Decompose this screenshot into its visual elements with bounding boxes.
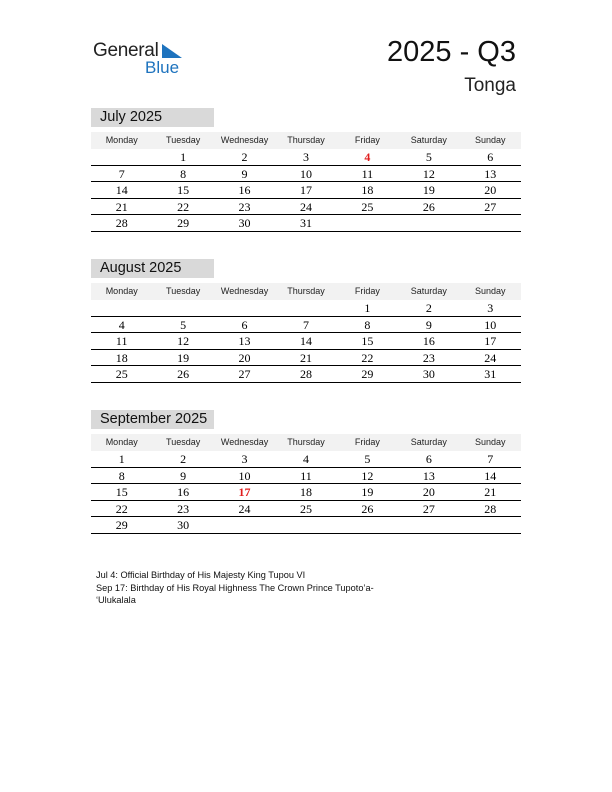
week-row <box>91 366 521 383</box>
month-august <box>91 259 521 383</box>
day-cell <box>398 517 459 533</box>
weekday-label: Monday <box>105 135 138 145</box>
week-row <box>91 333 521 350</box>
weekday-label: Wednesday <box>220 286 269 296</box>
week-row <box>91 451 521 468</box>
week-row <box>91 484 521 501</box>
weekday-label: Friday <box>354 437 380 447</box>
weekday-label: Sunday <box>474 286 506 296</box>
day-cell <box>460 517 521 533</box>
weekday-header-row <box>91 132 521 149</box>
day-cell <box>337 517 398 533</box>
month-grid <box>91 300 521 383</box>
day-cell: 23 <box>177 501 190 516</box>
day-cell: 28 <box>299 367 312 381</box>
weekday-label: Friday <box>354 135 380 145</box>
day-cell <box>398 215 459 231</box>
day-cell <box>460 215 521 231</box>
day-cell: 14 <box>484 468 497 483</box>
country-name: Tonga <box>464 75 516 96</box>
day-cell: 17 <box>238 485 251 499</box>
week-row <box>91 149 521 166</box>
day-cell: 2 <box>180 452 187 466</box>
weekday-label: Thursday <box>287 135 325 145</box>
day-cell: 26 <box>177 367 190 381</box>
day-cell: 31 <box>484 367 497 381</box>
day-cell: 30 <box>177 518 190 532</box>
day-cell: 14 <box>299 334 312 348</box>
weekday-label: Tuesday <box>166 437 201 447</box>
day-cell: 25 <box>115 367 128 381</box>
day-cell: 22 <box>115 501 128 516</box>
day-cell: 17 <box>299 183 312 197</box>
day-cell <box>214 517 275 533</box>
logo-triangle-icon <box>162 44 182 58</box>
day-cell: 24 <box>299 199 312 214</box>
day-cell: 21 <box>115 199 128 214</box>
week-row <box>91 517 521 534</box>
day-cell: 2 <box>425 301 432 315</box>
logo-word-general: General <box>93 40 159 61</box>
day-cell <box>214 300 275 316</box>
day-cell: 11 <box>300 468 312 483</box>
weekday-label: Tuesday <box>166 286 201 296</box>
day-cell: 9 <box>241 166 248 181</box>
day-cell: 15 <box>361 334 374 348</box>
day-cell: 31 <box>299 216 312 230</box>
day-cell: 16 <box>177 485 190 499</box>
weekday-label: Thursday <box>287 437 325 447</box>
day-cell: 13 <box>422 468 435 483</box>
generalblue-logo <box>93 40 193 80</box>
day-cell: 10 <box>238 468 251 483</box>
day-cell: 21 <box>484 485 497 499</box>
day-cell: 5 <box>364 452 371 466</box>
day-cell: 9 <box>425 317 432 332</box>
week-row <box>91 166 521 183</box>
day-cell <box>91 149 152 165</box>
day-cell: 29 <box>361 367 374 381</box>
weekday-label: Monday <box>105 437 138 447</box>
day-cell: 29 <box>115 518 128 532</box>
holiday-note: Sep 17: Birthday of His Royal Highness The Crown Prince Tupoto’a- ‘Ulukalala <box>96 582 374 605</box>
day-cell: 4 <box>302 452 309 466</box>
weekday-label: Tuesday <box>166 135 201 145</box>
month-title: July 2025 <box>91 108 214 127</box>
day-cell: 5 <box>425 150 432 164</box>
day-cell: 20 <box>422 485 435 499</box>
day-cell: 25 <box>361 199 374 214</box>
day-cell: 24 <box>238 501 251 516</box>
day-cell: 12 <box>361 468 374 483</box>
day-cell: 22 <box>177 199 190 214</box>
day-cell: 4 <box>364 150 371 164</box>
week-row <box>91 199 521 216</box>
page-title: 2025 - Q3 <box>387 36 516 68</box>
day-cell: 19 <box>422 183 435 197</box>
day-cell: 3 <box>241 452 248 466</box>
day-cell: 24 <box>484 350 497 365</box>
day-cell: 21 <box>299 350 312 365</box>
day-cell <box>152 300 213 316</box>
day-cell: 15 <box>115 485 128 499</box>
day-cell: 30 <box>238 216 251 230</box>
day-cell: 16 <box>238 183 251 197</box>
week-row <box>91 468 521 485</box>
month-grid <box>91 149 521 232</box>
day-cell: 7 <box>118 166 125 181</box>
day-cell: 20 <box>238 350 251 365</box>
day-cell: 13 <box>238 334 251 348</box>
day-cell: 14 <box>115 183 128 197</box>
day-cell: 18 <box>115 350 128 365</box>
day-cell: 10 <box>299 166 312 181</box>
month-title: September 2025 <box>91 410 214 429</box>
day-cell: 11 <box>361 166 374 181</box>
day-cell: 8 <box>364 317 371 332</box>
day-cell <box>91 300 152 316</box>
weekday-label: Saturday <box>410 437 447 447</box>
weekday-label: Friday <box>354 286 380 296</box>
day-cell: 15 <box>177 183 190 197</box>
day-cell: 10 <box>484 317 497 332</box>
day-cell: 11 <box>115 334 128 348</box>
weekday-label: Wednesday <box>220 135 269 145</box>
day-cell: 20 <box>484 183 497 197</box>
week-row <box>91 317 521 334</box>
day-cell: 27 <box>238 367 251 381</box>
day-cell: 1 <box>118 452 125 466</box>
day-cell: 12 <box>177 334 190 348</box>
week-row <box>91 300 521 317</box>
day-cell: 7 <box>487 452 494 466</box>
day-cell: 8 <box>180 166 187 181</box>
day-cell: 29 <box>177 216 190 230</box>
day-cell: 9 <box>180 468 187 483</box>
day-cell: 22 <box>361 350 374 365</box>
day-cell: 6 <box>487 150 494 164</box>
holiday-note: Jul 4: Official Birthday of His Majesty King Tupou VI <box>96 570 306 580</box>
weekday-label: Sunday <box>474 135 506 145</box>
day-cell: 27 <box>422 501 435 516</box>
day-cell: 18 <box>299 485 312 499</box>
day-cell <box>275 517 336 533</box>
month-grid <box>91 451 521 534</box>
day-cell: 13 <box>484 166 497 181</box>
weekday-label: Sunday <box>474 437 506 447</box>
week-row <box>91 350 521 367</box>
day-cell: 16 <box>422 334 435 348</box>
weekday-header-row <box>91 434 521 451</box>
month-september <box>91 410 521 534</box>
day-cell: 28 <box>115 216 128 230</box>
day-cell: 5 <box>180 317 187 332</box>
holiday-notes <box>96 569 416 607</box>
day-cell: 27 <box>484 199 497 214</box>
week-row <box>91 215 521 232</box>
weekday-header-row <box>91 283 521 300</box>
day-cell: 19 <box>361 485 374 499</box>
day-cell: 17 <box>484 334 497 348</box>
weekday-label: Saturday <box>410 135 447 145</box>
day-cell: 26 <box>361 501 374 516</box>
month-title: August 2025 <box>91 259 214 278</box>
day-cell: 1 <box>364 301 371 315</box>
day-cell: 23 <box>238 199 251 214</box>
day-cell: 8 <box>118 468 125 483</box>
weekday-label: Saturday <box>410 286 447 296</box>
day-cell: 25 <box>299 501 312 516</box>
weekday-label: Wednesday <box>220 437 269 447</box>
day-cell: 30 <box>422 367 435 381</box>
day-cell: 6 <box>241 317 248 332</box>
day-cell: 19 <box>177 350 190 365</box>
month-july <box>91 108 521 232</box>
day-cell <box>275 300 336 316</box>
day-cell: 7 <box>302 317 309 332</box>
logo-word-blue: Blue <box>145 58 180 77</box>
day-cell: 23 <box>422 350 435 365</box>
day-cell: 12 <box>422 166 435 181</box>
day-cell: 3 <box>302 150 309 164</box>
weekday-label: Monday <box>105 286 138 296</box>
day-cell: 3 <box>487 301 494 315</box>
day-cell: 18 <box>361 183 374 197</box>
week-row <box>91 182 521 199</box>
day-cell: 2 <box>241 150 248 164</box>
day-cell: 1 <box>180 150 187 164</box>
day-cell <box>337 215 398 231</box>
day-cell: 26 <box>422 199 435 214</box>
day-cell: 4 <box>118 317 125 332</box>
day-cell: 28 <box>484 501 497 516</box>
week-row <box>91 501 521 518</box>
day-cell: 6 <box>425 452 432 466</box>
weekday-label: Thursday <box>287 286 325 296</box>
